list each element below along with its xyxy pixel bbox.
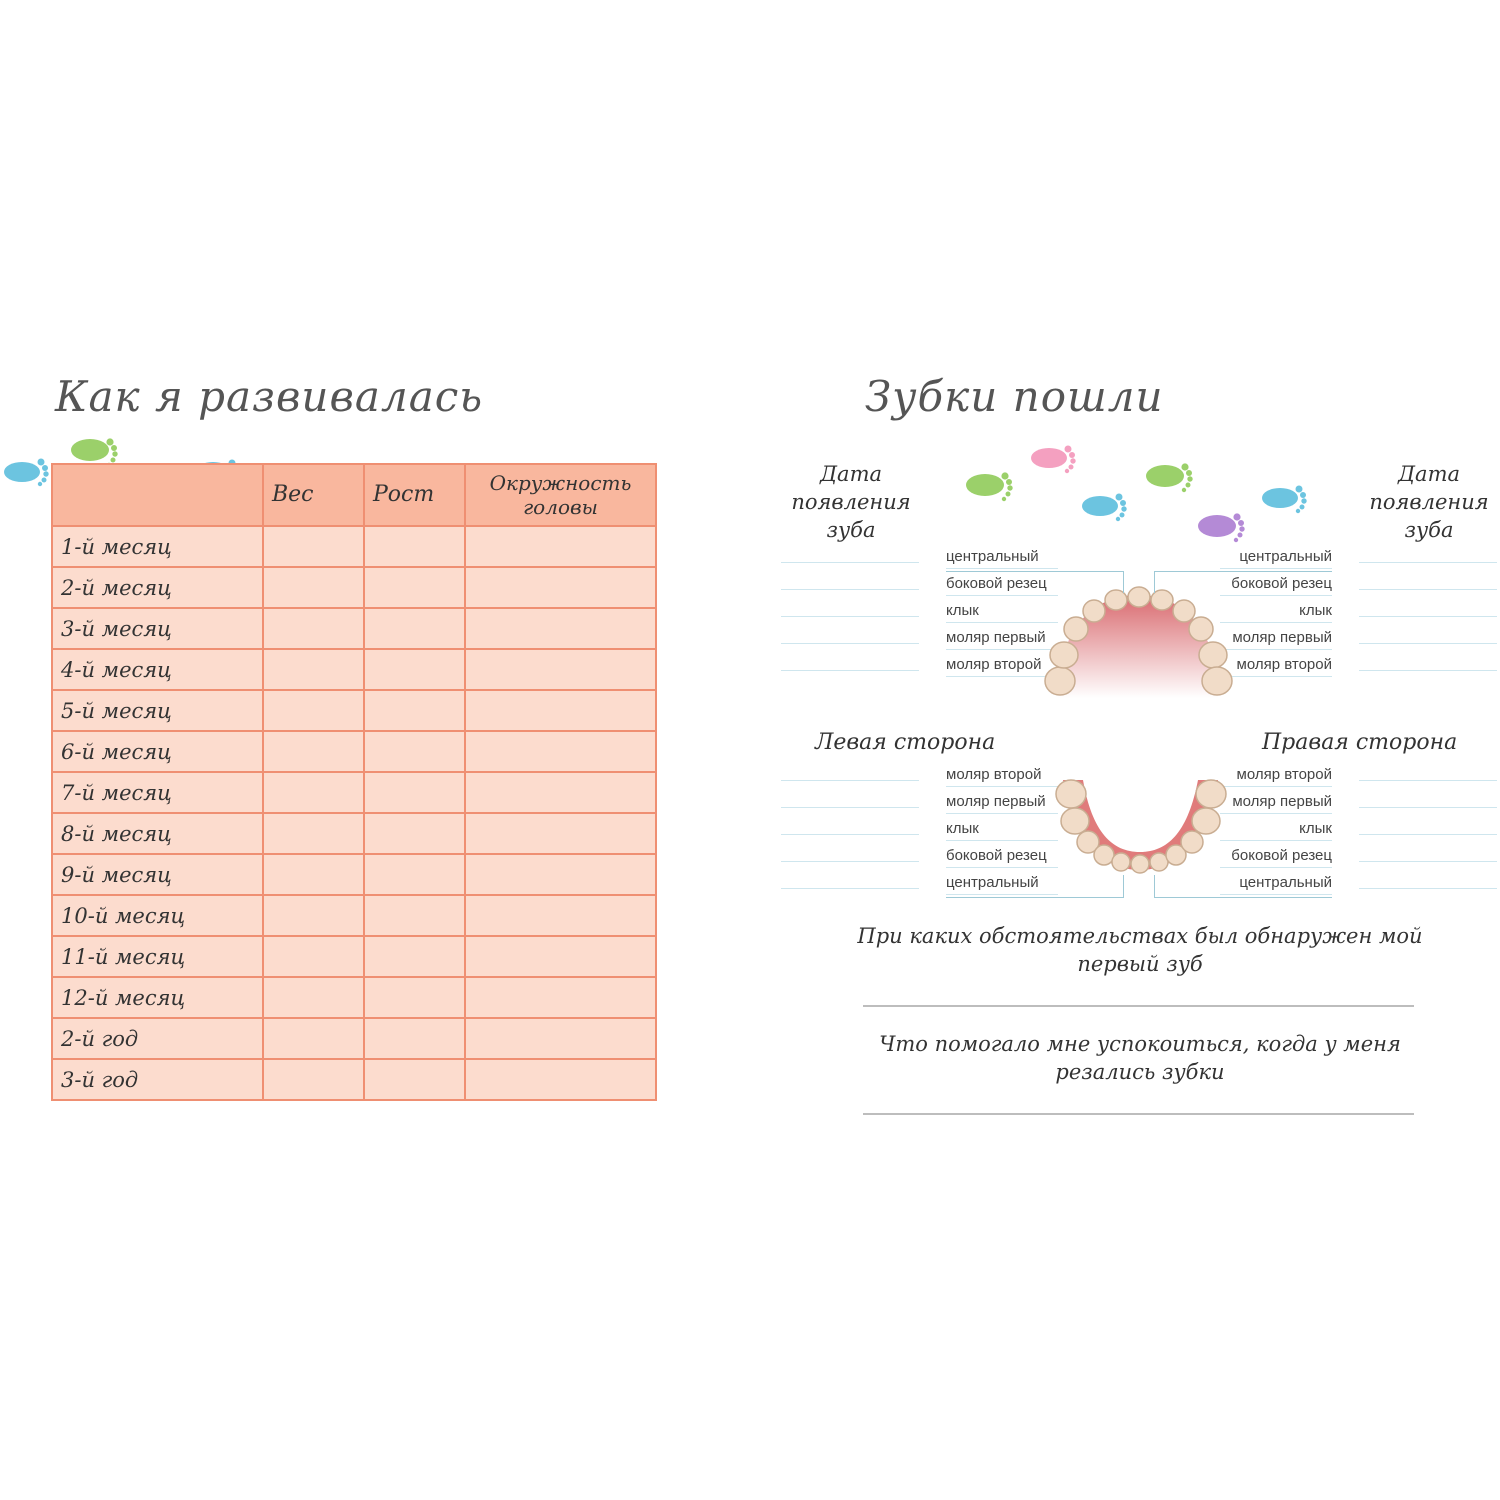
row-label: 1-й месяц	[52, 526, 263, 567]
date-entry-line[interactable]	[1359, 807, 1497, 808]
head-cell[interactable]	[465, 731, 656, 772]
row-label: 12-й месяц	[52, 977, 263, 1018]
label-underline	[946, 568, 1058, 569]
tooth-label: боковой резец	[1231, 575, 1332, 592]
label-underline	[1220, 568, 1332, 569]
row-label: 10-й месяц	[52, 895, 263, 936]
table-header-row	[52, 464, 656, 526]
blue-footprint-icon	[1080, 488, 1130, 524]
head-cell[interactable]	[465, 649, 656, 690]
tooth-label: боковой резец	[1231, 847, 1332, 864]
left-side-label: Левая сторона	[815, 730, 996, 755]
row-label: 4-й месяц	[52, 649, 263, 690]
right-side-label: Правая сторона	[1262, 730, 1458, 755]
weight-cell[interactable]	[263, 977, 364, 1018]
tooth-label: моляр второй	[1236, 656, 1332, 673]
date-entry-line[interactable]	[1359, 888, 1497, 889]
date-entry-line[interactable]	[781, 834, 919, 835]
tooth-label: боковой резец	[946, 575, 1047, 592]
date-entry-line[interactable]	[781, 780, 919, 781]
soothing-question: Что помогало мне успокоиться, когда у меня резались зубки	[879, 1032, 1401, 1084]
height-cell[interactable]	[364, 1018, 465, 1059]
teeth-page-title: Зубки пошли	[865, 372, 1164, 421]
height-cell[interactable]	[364, 895, 465, 936]
weight-cell[interactable]	[263, 854, 364, 895]
label-underline	[1220, 867, 1332, 868]
head-cell[interactable]	[465, 977, 656, 1018]
height-cell[interactable]	[364, 690, 465, 731]
head-cell[interactable]	[465, 813, 656, 854]
row-label: 6-й месяц	[52, 731, 263, 772]
table-row	[52, 854, 656, 895]
upper-jaw-illustration	[1038, 583, 1238, 708]
label-underline	[946, 786, 1058, 787]
weight-cell[interactable]	[263, 772, 364, 813]
header-head-circumference: Окружность головы	[465, 464, 656, 526]
height-cell[interactable]	[364, 649, 465, 690]
date-entry-line[interactable]	[781, 807, 919, 808]
row-label: 2-й месяц	[52, 567, 263, 608]
height-cell[interactable]	[364, 772, 465, 813]
row-label: 3-й месяц	[52, 608, 263, 649]
tooth-label: моляр второй	[946, 766, 1042, 783]
height-cell[interactable]	[364, 567, 465, 608]
label-underline	[1220, 813, 1332, 814]
blue-footprint-icon	[1260, 480, 1310, 516]
table-row	[52, 895, 656, 936]
height-cell[interactable]	[364, 854, 465, 895]
tooth-label: моляр первый	[946, 629, 1046, 646]
table-row	[52, 936, 656, 977]
date-entry-line[interactable]	[1359, 834, 1497, 835]
date-entry-line[interactable]	[1359, 616, 1497, 617]
head-cell[interactable]	[465, 608, 656, 649]
tooth-label: клык	[1299, 602, 1332, 619]
tooth-label: боковой резец	[946, 847, 1047, 864]
row-label: 2-й год	[52, 1018, 263, 1059]
weight-cell[interactable]	[263, 649, 364, 690]
table-row	[52, 649, 656, 690]
height-cell[interactable]	[364, 1059, 465, 1100]
tooth-label: центральный	[1239, 548, 1332, 565]
date-entry-line[interactable]	[1359, 670, 1497, 671]
table-row	[52, 526, 656, 567]
height-cell[interactable]	[364, 813, 465, 854]
table-row	[52, 1059, 656, 1100]
date-entry-line[interactable]	[1359, 562, 1497, 563]
date-entry-line[interactable]	[781, 888, 919, 889]
label-underline	[1220, 786, 1332, 787]
tooth-label: клык	[946, 602, 979, 619]
first-tooth-question: При каких обстоятельствах был обнаружен мой первый зуб	[857, 924, 1423, 976]
green-footprint-icon	[963, 467, 1015, 503]
head-cell[interactable]	[465, 526, 656, 567]
head-cell[interactable]	[465, 772, 656, 813]
table-row	[52, 690, 656, 731]
header-period	[52, 464, 263, 526]
blue-footprint-icon	[2, 452, 52, 488]
date-entry-line[interactable]	[1359, 589, 1497, 590]
weight-cell[interactable]	[263, 690, 364, 731]
height-cell[interactable]	[364, 608, 465, 649]
tooth-label: клык	[946, 820, 979, 837]
weight-cell[interactable]	[263, 526, 364, 567]
weight-cell[interactable]	[263, 567, 364, 608]
date-entry-line[interactable]	[781, 616, 919, 617]
head-cell[interactable]	[465, 1059, 656, 1100]
head-cell[interactable]	[465, 895, 656, 936]
tooth-label: центральный	[1239, 874, 1332, 891]
weight-cell[interactable]	[263, 895, 364, 936]
tooth-label: моляр первый	[1232, 793, 1332, 810]
table-row	[52, 772, 656, 813]
row-label: 9-й месяц	[52, 854, 263, 895]
head-cell[interactable]	[465, 1018, 656, 1059]
answer-line-1	[863, 1005, 1414, 1007]
table-row	[52, 1018, 656, 1059]
weight-cell[interactable]	[263, 1059, 364, 1100]
green-footprint-icon	[1143, 458, 1195, 494]
height-cell[interactable]	[364, 936, 465, 977]
row-label: 5-й месяц	[52, 690, 263, 731]
tooth-label: моляр первый	[946, 793, 1046, 810]
date-entry-line[interactable]	[781, 562, 919, 563]
weight-cell[interactable]	[263, 813, 364, 854]
weight-cell[interactable]	[263, 731, 364, 772]
date-entry-line[interactable]	[1359, 643, 1497, 644]
tooth-label: центральный	[946, 874, 1039, 891]
table-row	[52, 567, 656, 608]
label-underline	[946, 867, 1058, 868]
tooth-label: моляр второй	[946, 656, 1042, 673]
date-header-left: Дата появления зуба	[791, 462, 911, 542]
height-cell[interactable]	[364, 731, 465, 772]
header-weight: Вес	[263, 464, 364, 526]
date-entry-line[interactable]	[781, 589, 919, 590]
height-cell[interactable]	[364, 977, 465, 1018]
head-cell[interactable]	[465, 936, 656, 977]
label-underline	[1220, 894, 1332, 895]
pink-footprint-icon	[1029, 440, 1079, 476]
label-underline	[946, 894, 1058, 895]
row-label: 8-й месяц	[52, 813, 263, 854]
date-entry-line[interactable]	[781, 861, 919, 862]
date-entry-line[interactable]	[1359, 780, 1497, 781]
date-entry-line[interactable]	[781, 670, 919, 671]
row-label: 11-й месяц	[52, 936, 263, 977]
table-row	[52, 977, 656, 1018]
table-row	[52, 813, 656, 854]
row-label: 7-й месяц	[52, 772, 263, 813]
answer-line-2	[863, 1113, 1414, 1115]
growth-page-title: Как я развивалась	[55, 372, 484, 421]
tooth-label: моляр второй	[1236, 766, 1332, 783]
row-label: 3-й год	[52, 1059, 263, 1100]
table-row	[52, 608, 656, 649]
weight-cell[interactable]	[263, 608, 364, 649]
purple-footprint-icon	[1195, 508, 1247, 544]
table-row	[52, 731, 656, 772]
height-cell[interactable]	[364, 526, 465, 567]
weight-cell[interactable]	[263, 936, 364, 977]
tooth-label: клык	[1299, 820, 1332, 837]
date-entry-line[interactable]	[781, 643, 919, 644]
label-underline	[946, 813, 1058, 814]
head-cell[interactable]	[465, 854, 656, 895]
lower-jaw-illustration	[1048, 772, 1233, 877]
tooth-label: центральный	[946, 548, 1039, 565]
date-entry-line[interactable]	[1359, 861, 1497, 862]
date-header-right: Дата появления зуба	[1369, 462, 1489, 542]
header-height: Рост	[364, 464, 465, 526]
label-underline	[946, 840, 1058, 841]
head-cell[interactable]	[465, 567, 656, 608]
weight-cell[interactable]	[263, 1018, 364, 1059]
label-underline	[1220, 840, 1332, 841]
head-cell[interactable]	[465, 690, 656, 731]
tooth-label: моляр первый	[1232, 629, 1332, 646]
growth-table	[51, 463, 657, 1101]
